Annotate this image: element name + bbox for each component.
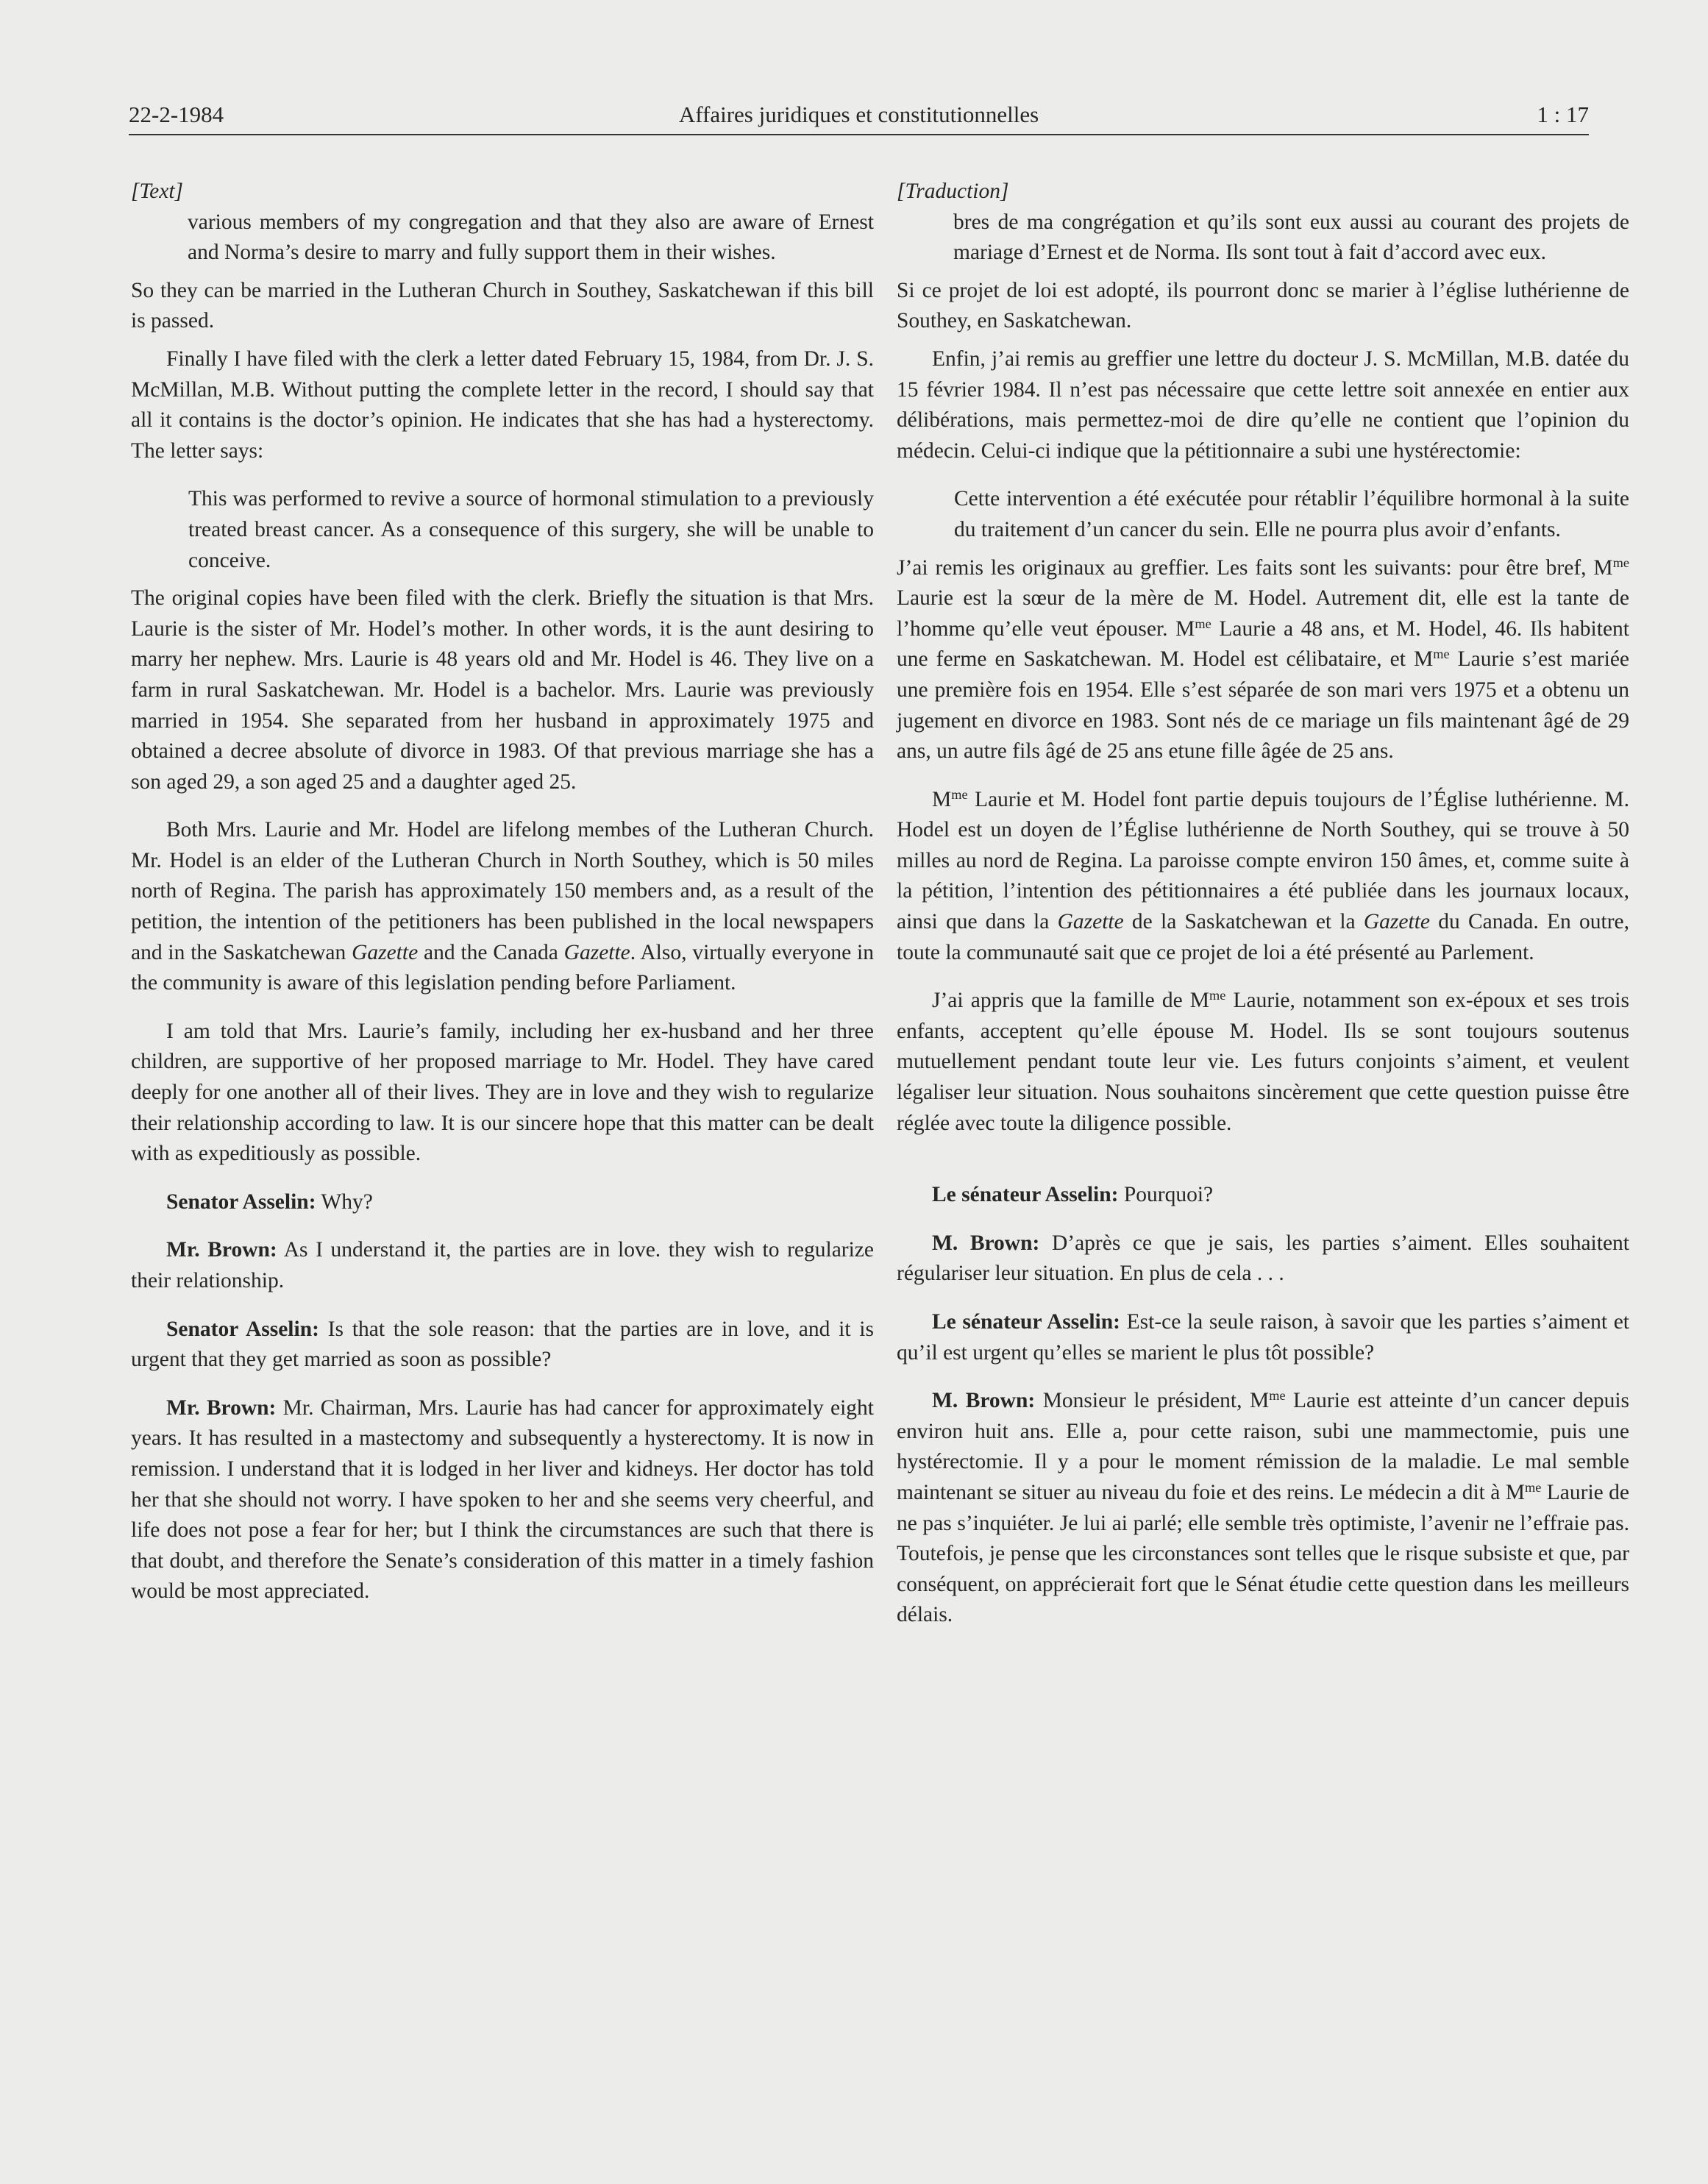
running-header [129, 102, 1589, 135]
speaker-name: Mr. Brown: [166, 1395, 277, 1420]
paragraph: So they can be married in the Lutheran Church in Southey, Saskatchewan if this bill is passed. [131, 278, 874, 333]
speech: M. Brown: D’après ce que je sais, les parties s’aiment. Elles souhaitent régulariser leur situation. En plus de cela . . . [897, 1231, 1629, 1286]
speech: Senator Asselin: Why? [166, 1189, 373, 1214]
speech: Senator Asselin: Is that the sole reason: that the parties are in love, and it is urgent that they get married as soon as possible? [131, 1317, 874, 1372]
paragraph: Enfin, j’ai remis au greffier une lettre du docteur J. S. McMillan, M.B. datée du 15 février 1984. Il n’est pas nécessaire que cette lettre soit annexée en entier aux délibérations, mais permettez-moi de dire qu’elle ne contient que l’opinion du médecin. Celui-ci indique que la pétitionnaire a subi une hystérectomie: [897, 346, 1629, 463]
english-column [131, 177, 874, 1615]
text-label: [Text] [131, 179, 184, 203]
speech: Le sénateur Asselin: Est-ce la seule raison, à savoir que les parties s’aiment et qu’il est urgent qu’elles se marient le plus tôt possible? [897, 1310, 1629, 1365]
paragraph: $M^{me}$ Laurie et M. Hodel font partie depuis toujours de l’Église luthérienne. M. Hodel est un doyen de l’Église luthérienne de North Southey, qui se trouve à 50 milles au nord de Regina. La paroisse compte environ 150 âmes, et, comme suite à la pétition, l’intention des pétitionnaires a été publiée dans les journaux locaux, ainsi que dans la Gazette de la Saskatchewan et la Gazette du Canada. En outre, toute la communauté sait que ce projet de loi a été présenté au Parlement. [897, 786, 1629, 964]
header-title: Affaires juridiques et constitutionnelles [678, 102, 1039, 127]
speech: Mr. Brown: As I understand it, the parties are in love. they wish to regularize their relationship. [131, 1238, 874, 1292]
speech: M. Brown: Monsieur le président, $M^{me}$ Laurie est atteinte d’un cancer depuis environ huit ans. Elle a, pour cette raison, subi une mammectomie, puis une hystérectomie. Il y a pour le moment rémission de la maladie. Le mal semble maintenant se situer au niveau du foie et des reins. Le médecin a dit à $M^{me}$ Laurie de ne pas s’inquiéter. Je lui ai parlé; elle semble très optimiste, l’avenir ne l’effraie pas. Toutefois, je pense que les circonstances sont telles que le risque subsiste et que, par conséquent, on apprécierait fort que le Sénat étudie cette question dans les meilleurs délais. [897, 1388, 1629, 1627]
traduction-label: [Traduction] [897, 179, 1009, 203]
block-quote: This was performed to revive a source of hormonal stimulation to a previously treated breast cancer. As a consequence of this surgery, she will be unable to conceive. [188, 487, 874, 572]
paragraph: J’ai appris que la famille de $M^{me}$ Laurie, notamment son ex-époux et ses trois enfants, acceptent qu’elle épouse M. Hodel. Ils se sont toujours soutenus mutuellement pendant toute leur vie. Les futurs conjoints s’aiment, et veulent légaliser leur situation. Nous souhaitons sincèrement que cette question puisse être réglée avec toute la diligence possible. [897, 988, 1629, 1135]
paragraph: Si ce projet de loi est adopté, ils pourront donc se marier à l’église luthérienne de Southey, en Saskatchewan. [897, 278, 1629, 333]
paragraph: I am told that Mrs. Laurie’s family, including her ex-husband and her three children, are supportive of her proposed marriage to Mr. Hodel. They have cared deeply for one another all of their lives. They are in love and they wish to regularize their relationship according to law. It is our sincere hope that this matter can be dealt with as expeditiously as possible. [131, 1019, 874, 1166]
speaker-name: Le sénateur Asselin: [932, 1183, 1119, 1207]
speaker-name: Mr. Brown: [166, 1238, 277, 1262]
paragraph: bres de ma congrégation et qu’ils sont eux aussi au courant des projets de mariage d’Ernest et de Norma. Ils sont tout à fait d’accord avec eux. [953, 210, 1629, 265]
speaker-name: M. Brown: [932, 1231, 1040, 1255]
block-quote: Cette intervention a été exécutée pour rétablir l’équilibre hormonal à la suite du traitement d’un cancer du sein. Elle ne pourra plus avoir d’enfants. [954, 487, 1629, 541]
speech: Le sénateur Asselin: Pourquoi? [932, 1183, 1214, 1207]
header-date: 22-2-1984 [129, 102, 224, 127]
speaker-name: M. Brown: [932, 1389, 1036, 1413]
speaker-name: Senator Asselin: [166, 1189, 316, 1214]
paragraph: The original copies have been filed with the clerk. Briefly the situation is that Mrs. Laurie is the sister of Mr. Hodel’s mother. In other words, it is the aunt desiring to marry her nephew. Mrs. Laurie is 48 years old and Mr. Hodel is 46. They live on a farm in rural Saskatchewan. Mr. Hodel is a bachelor. Mrs. Laurie was previously married in 1954. She separated from her husband in approximately 1975 and obtained a decree absolute of divorce in 1983. Of that previous marriage she has a son aged 29, a son aged 25 and a daughter aged 25. [131, 586, 874, 794]
paragraph: Finally I have filed with the clerk a letter dated February 15, 1984, from Dr. J. S. McMillan, M.B. Without putting the complete letter in the record, I should say that all it contains is the doctor’s opinion. He indicates that she has had a hysterectomy. The letter says: [131, 346, 874, 463]
speaker-name: Le sénateur Asselin: [932, 1310, 1120, 1334]
speech: Mr. Brown: Mr. Chairman, Mrs. Laurie has had cancer for approximately eight years. It has resulted in a mastectomy and subsequently a hysterectomy. It is now in remission. I understand that it is lodged in her liver and kidneys. Her doctor has told her that she should not worry. I have spoken to her and she seems very cheerful, and life does not pose a fear for her; but I think the circumstances are such that there is that doubt, and therefore the Senate’s consideration of this matter in a timely fashion would be most appreciated. [131, 1395, 875, 1604]
speaker-name: Senator Asselin: [166, 1317, 319, 1341]
paragraph: various members of my congregation and that they also are aware of Ernest and Norma’s desire to marry and fully support them in their wishes. [188, 210, 874, 265]
page-number: 1 : 17 [1537, 102, 1589, 127]
paragraph: Both Mrs. Laurie and Mr. Hodel are lifelong membes of the Lutheran Church. Mr. Hodel is an elder of the Lutheran Church in North Southey, which is 50 miles north of Regina. The parish has approximately 150 members and, as a result of the petition, the intention of the petitioners has been published in the local newspapers and in the Saskatchewan Gazette and the Canada Gazette. Also, virtually everyone in the community is aware of this legislation pending before Parliament. [131, 818, 875, 995]
french-column [897, 177, 1629, 1638]
paragraph: J’ai remis les originaux au greffier. Les faits sont les suivants: pour être bref, $M^{me}$ Laurie est la sœur de la mère de M. Hodel. Autrement dit, elle est la tante de l’homme qu’elle veut épouser. $M^{me}$ Laurie a 48 ans, et M. Hodel, 46. Ils habitent une ferme en Saskatchewan. M. Hodel est célibataire, et $M^{me}$ Laurie s’est mariée une première fois en 1954. Elle s’est séparée de son mari vers 1975 et a obtenu un jugement en divorce en 1983. Sont nés de ce mariage un fils maintenant âgé de 29 ans, un autre fils âgé de 25 ans etune fille âgée de 25 ans. [897, 555, 1630, 764]
